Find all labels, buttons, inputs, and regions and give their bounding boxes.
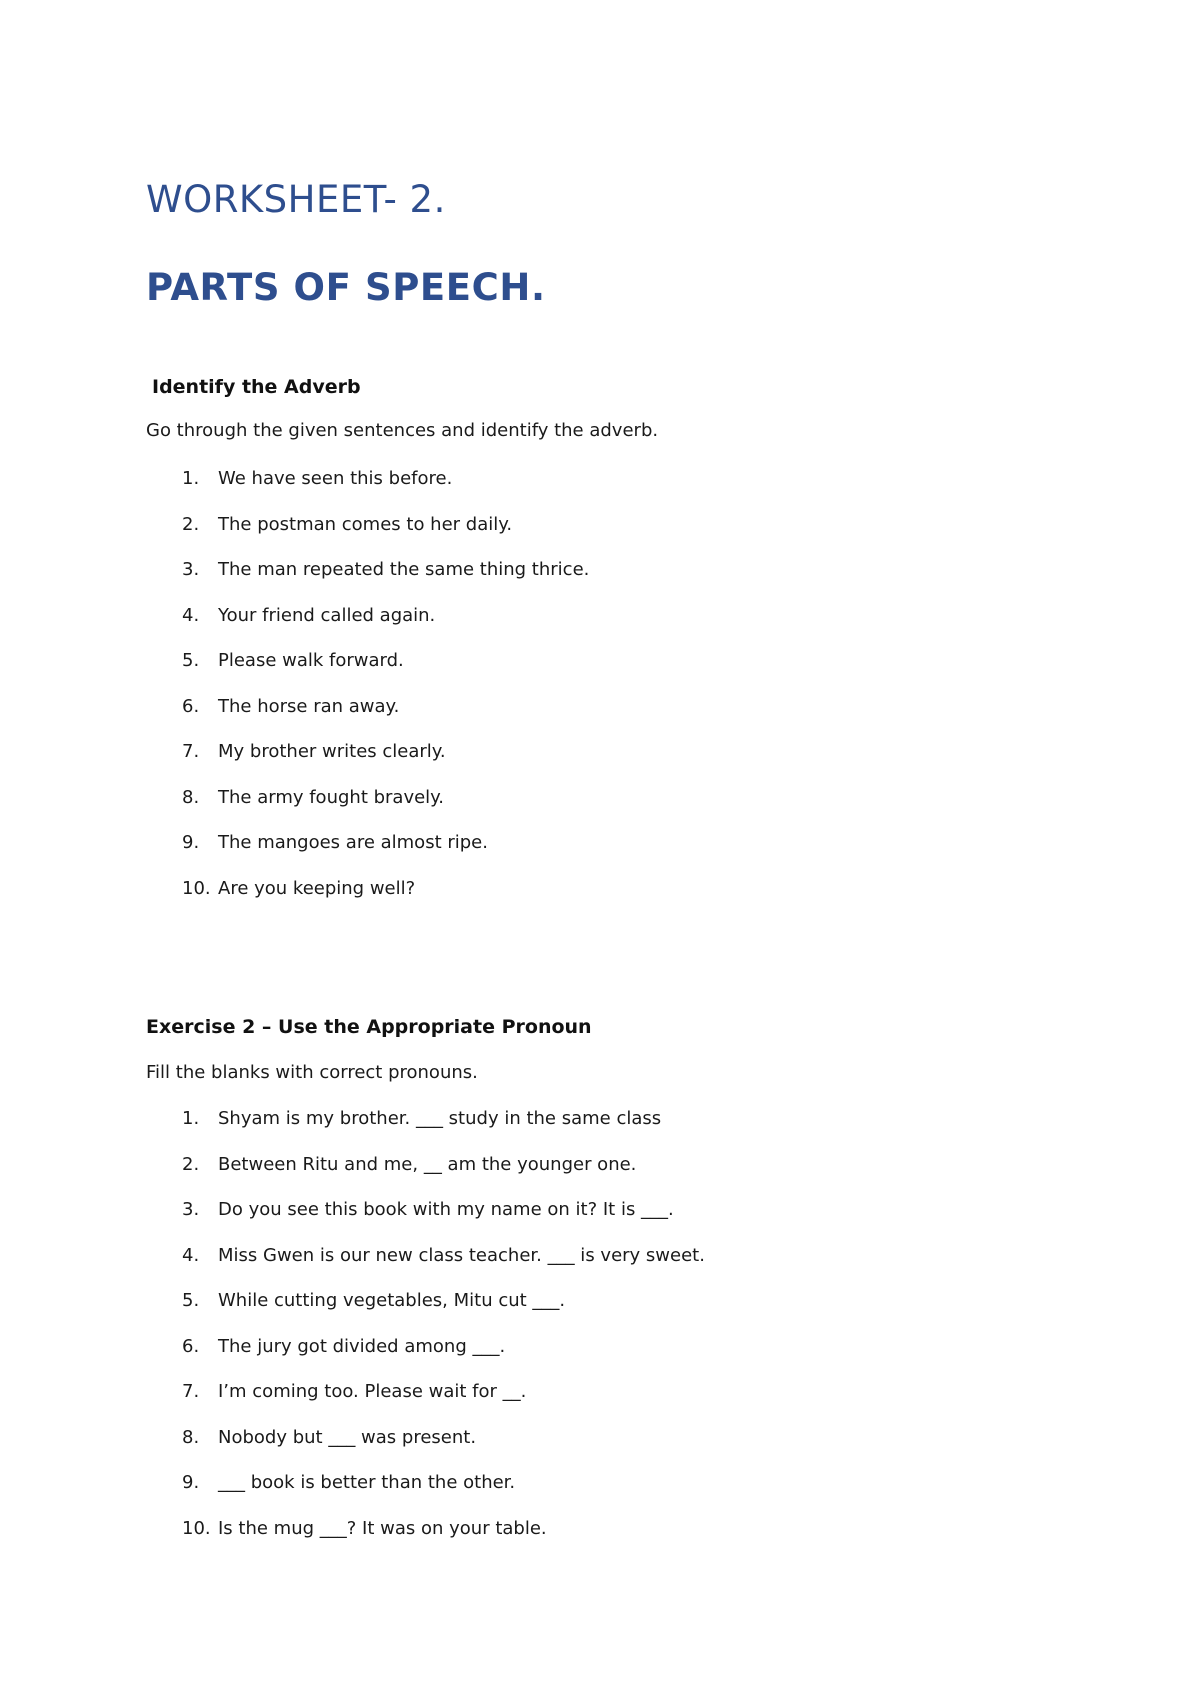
- item-text: The jury got divided among ___.: [218, 1335, 506, 1357]
- item-text: Shyam is my brother. ___ study in the same class: [218, 1108, 662, 1129]
- worksheet-title: WORKSHEET- 2.: [146, 178, 446, 221]
- item-text: ___ book is better than the other.: [218, 1472, 516, 1493]
- item-text: We have seen this before.: [218, 468, 453, 489]
- item-number: 1.: [182, 468, 200, 489]
- item-number: 8.: [182, 786, 200, 808]
- section-heading-pronoun: Exercise 2 – Use the Appropriate Pronoun: [146, 1016, 592, 1038]
- item-number: 5.: [182, 1290, 200, 1311]
- section-instruction-adverb: Go through the given sentences and identify the adverb.: [146, 420, 659, 441]
- item-number: 10.: [182, 1517, 211, 1539]
- item-number: 4.: [182, 1244, 200, 1266]
- item-number: 3.: [182, 1199, 200, 1220]
- item-text: Your friend called again.: [218, 604, 436, 626]
- section-instruction-pronoun: Fill the blanks with correct pronouns.: [146, 1062, 478, 1083]
- item-text: I’m coming too. Please wait for __.: [218, 1381, 527, 1402]
- item-number: 9.: [182, 832, 200, 853]
- item-number: 2.: [182, 513, 200, 535]
- item-number: 2.: [182, 1153, 200, 1175]
- item-text: The horse ran away.: [218, 695, 400, 717]
- item-number: 10.: [182, 877, 211, 899]
- item-number: 1.: [182, 1108, 200, 1129]
- item-text: The man repeated the same thing thrice.: [218, 559, 590, 580]
- item-text: Please walk forward.: [218, 650, 404, 671]
- item-number: 6.: [182, 1335, 200, 1357]
- item-text: Are you keeping well?: [218, 877, 416, 899]
- item-text: The postman comes to her daily.: [218, 513, 513, 535]
- item-number: 8.: [182, 1426, 200, 1448]
- item-text: My brother writes clearly.: [218, 741, 446, 762]
- item-number: 9.: [182, 1472, 200, 1493]
- worksheet-subtitle: PARTS OF SPEECH.: [146, 266, 546, 309]
- section-heading-adverb: Identify the Adverb: [152, 376, 361, 398]
- item-number: 3.: [182, 559, 200, 580]
- item-text: While cutting vegetables, Mitu cut ___.: [218, 1290, 566, 1311]
- item-number: 4.: [182, 604, 200, 626]
- item-text: Miss Gwen is our new class teacher. ___ is very sweet.: [218, 1244, 705, 1266]
- item-text: Is the mug ___? It was on your table.: [218, 1517, 547, 1539]
- item-number: 6.: [182, 695, 200, 717]
- item-number: 7.: [182, 741, 200, 762]
- item-text: Nobody but ___ was present.: [218, 1426, 477, 1448]
- item-text: Do you see this book with my name on it? It is ___.: [218, 1199, 674, 1220]
- item-text: The mangoes are almost ripe.: [218, 832, 488, 853]
- item-number: 5.: [182, 650, 200, 671]
- item-text: The army fought bravely.: [218, 786, 444, 808]
- item-text: Between Ritu and me, __ am the younger one.: [218, 1153, 637, 1175]
- item-number: 7.: [182, 1381, 200, 1402]
